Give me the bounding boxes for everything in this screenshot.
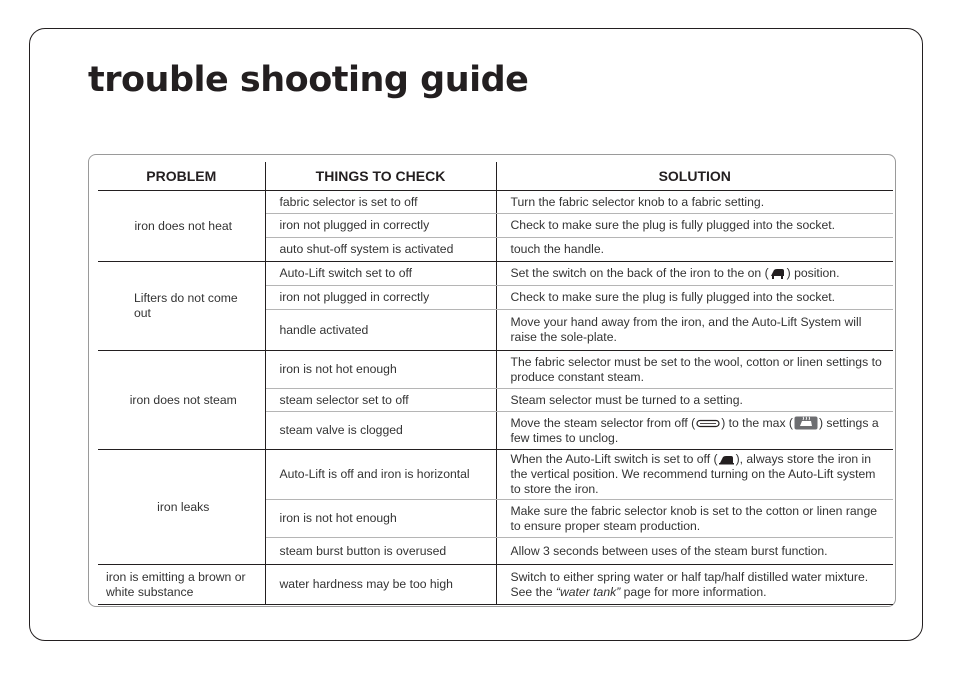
table-row xyxy=(98,191,893,214)
check-cell: iron not plugged in correctly xyxy=(265,214,496,238)
solution-cell: touch the handle. xyxy=(496,238,893,262)
solution-cell xyxy=(496,450,893,500)
problem-cell: iron leaks xyxy=(98,450,265,565)
solution-text: ) settings a few times to unclog. xyxy=(510,415,879,445)
solution-cell: Steam selector must be turned to a setting. xyxy=(496,389,893,412)
table-row xyxy=(98,351,893,389)
water-tank-reference: “water tank” xyxy=(555,584,621,599)
header-problem: PROBLEM xyxy=(98,162,265,191)
solution-cell xyxy=(496,412,893,450)
check-cell: steam selector set to off xyxy=(265,389,496,412)
check-cell: Auto-Lift switch set to off xyxy=(265,262,496,286)
table-header-row xyxy=(98,162,893,191)
check-cell: steam burst button is overused xyxy=(265,538,496,565)
solution-cell: Make sure the fabric selector knob is set to the cotton or linen range to ensure proper steam production. xyxy=(496,500,893,538)
steam-off-slot-icon xyxy=(696,419,720,428)
solution-text: When the Auto-Lift switch is set to off ( xyxy=(510,452,718,466)
header-things-to-check: THINGS TO CHECK xyxy=(265,162,496,191)
solution-cell: Allow 3 seconds between uses of the steam burst function. xyxy=(496,538,893,565)
solution-text: Move the steam selector from off ( xyxy=(510,415,696,430)
problem-cell: iron does not steam xyxy=(98,351,265,450)
table-row xyxy=(98,262,893,286)
steam-max-icon xyxy=(794,416,818,430)
solution-text: ) to the max ( xyxy=(721,415,793,430)
check-cell: Auto-Lift is off and iron is horizontal xyxy=(265,450,496,500)
solution-cell: Check to make sure the plug is fully plugged into the socket. xyxy=(496,214,893,238)
check-cell: auto shut-off system is activated xyxy=(265,238,496,262)
iron-lift-off-icon xyxy=(719,454,735,465)
check-cell: water hardness may be too high xyxy=(265,565,496,605)
solution-cell: Move your hand away from the iron, and the Auto-Lift System will raise the sole-plate. xyxy=(496,310,893,351)
solution-text: ), always store the iron in the vertical position. We recommend turning on the Auto-Lift system to store the iron. xyxy=(510,452,876,496)
solution-cell xyxy=(496,565,893,605)
check-cell: steam valve is clogged xyxy=(265,412,496,450)
problem-cell: iron does not heat xyxy=(98,191,265,262)
solution-cell xyxy=(496,262,893,286)
table-row xyxy=(98,450,893,500)
check-cell: fabric selector is set to off xyxy=(265,191,496,214)
solution-text: ) position. xyxy=(786,266,840,280)
check-cell: iron not plugged in correctly xyxy=(265,286,496,310)
problem-cell: Lifters do not come out xyxy=(98,262,265,351)
solution-cell: The fabric selector must be set to the wool, cotton or linen settings to produce constant steam. xyxy=(496,351,893,389)
page-title: trouble shooting guide xyxy=(88,60,529,100)
problem-cell: iron is emitting a brown or white substance xyxy=(98,565,265,605)
iron-lift-on-icon xyxy=(770,268,786,279)
check-cell: handle activated xyxy=(265,310,496,351)
check-cell: iron is not hot enough xyxy=(265,351,496,389)
check-cell: iron is not hot enough xyxy=(265,500,496,538)
solution-text: Switch to either spring water or half tap/half distilled water mixture. See the xyxy=(510,569,869,599)
solution-text: page for more information. xyxy=(620,584,767,599)
header-solution: SOLUTION xyxy=(496,162,893,191)
troubleshooting-table xyxy=(98,162,893,605)
solution-cell: Check to make sure the plug is fully plugged into the socket. xyxy=(496,286,893,310)
table-row xyxy=(98,565,893,605)
solution-cell: Turn the fabric selector knob to a fabric setting. xyxy=(496,191,893,214)
solution-text: Set the switch on the back of the iron to the on ( xyxy=(510,266,769,280)
